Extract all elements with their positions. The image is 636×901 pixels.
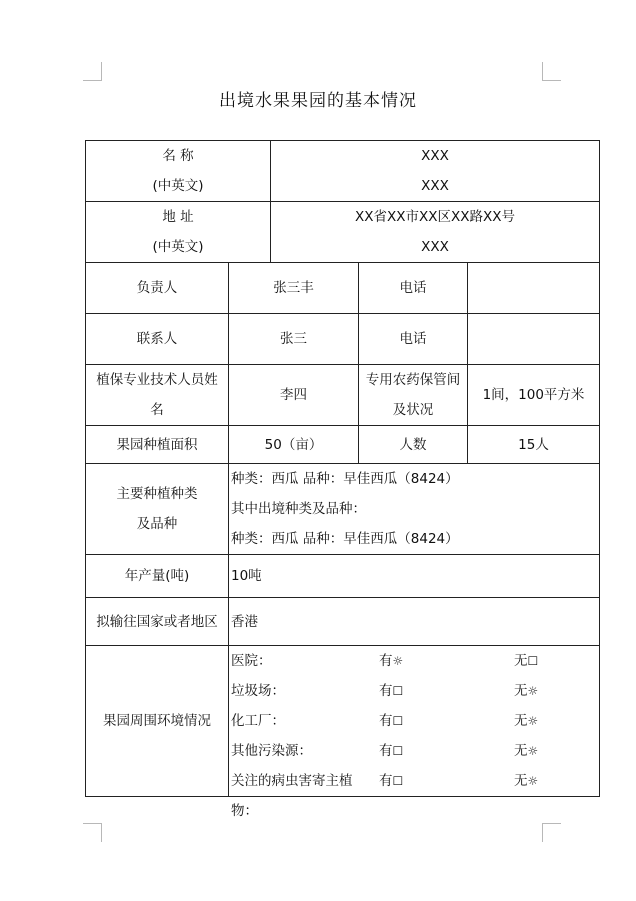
principal-phone-value: [468, 263, 600, 314]
people-label: 人数: [359, 426, 468, 464]
row-species: [86, 464, 600, 555]
environment-item: [231, 736, 599, 766]
no-label: 无: [514, 773, 528, 789]
orchard-info-table: [85, 140, 600, 819]
environment-item: [231, 676, 599, 706]
environment-item-name: 关注的病虫害寄主植物：: [231, 773, 353, 819]
crop-mark-top-left: [83, 62, 102, 81]
no-label: 无: [514, 713, 528, 729]
row-destination: [86, 598, 600, 646]
row-name: [86, 141, 600, 202]
environment-list: [229, 646, 600, 819]
address-value-cn: XX省XX市XX区XX路XX号: [355, 209, 515, 225]
species-label-sub: 及品种: [136, 516, 178, 532]
chemical-plant-no-mark-icon: ☼: [527, 714, 539, 728]
tech-label: 植保专业技术人员姓: [96, 372, 218, 388]
host-plant-no-mark-icon: ☼: [527, 774, 539, 788]
yes-label: 有: [379, 653, 393, 669]
yield-label: 年产量(吨): [86, 555, 229, 598]
environment-item-name: 其他污染源：: [231, 743, 312, 759]
species-label-cell: [86, 464, 229, 555]
yield-value: 10吨: [229, 555, 600, 598]
destination-value: 香港: [229, 598, 600, 646]
tech-label-cell: [86, 365, 229, 426]
environment-item-name: 医院：: [231, 653, 272, 669]
hospital-no-checkbox-icon: ☐: [527, 654, 539, 668]
address-value-en: XXX: [421, 239, 449, 255]
row-address: [86, 202, 600, 263]
destination-label: 拟输往国家或者地区: [86, 598, 229, 646]
chemical-plant-yes-checkbox-icon: ☐: [392, 714, 404, 728]
name-label: 名 称: [162, 148, 194, 164]
row-environment: [86, 646, 600, 797]
yes-label: 有: [379, 743, 393, 759]
row-yield: [86, 555, 600, 598]
storage-label-cell: [359, 365, 468, 426]
no-label: 无: [514, 683, 528, 699]
storage-value: 1间，100平方米: [468, 365, 600, 426]
other-pollution-no-mark-icon: ☼: [527, 744, 539, 758]
row-principal: [86, 263, 600, 314]
storage-label: 专用农药保管间: [365, 372, 461, 388]
yes-label: 有: [379, 713, 393, 729]
environment-item: [231, 646, 599, 676]
crop-mark-top-right: [542, 62, 561, 81]
environment-label: 果园周围环境情况: [86, 646, 229, 797]
name-label-cell: [86, 141, 271, 202]
yes-label: 有: [379, 683, 393, 699]
area-label: 果园种植面积: [86, 426, 229, 464]
contact-value: 张三: [229, 314, 359, 365]
page-title: 出境水果果园的基本情况: [219, 91, 417, 111]
people-value: 15人: [468, 426, 600, 464]
other-pollution-yes-checkbox-icon: ☐: [392, 744, 404, 758]
environment-item-name: 化工厂：: [231, 713, 285, 729]
landfill-no-mark-icon: ☼: [527, 684, 539, 698]
name-label-sub: (中英文): [152, 178, 204, 194]
row-contact: [86, 314, 600, 365]
contact-phone-label: 电话: [359, 314, 468, 365]
address-label: 地 址: [162, 209, 194, 225]
no-label: 无: [514, 653, 528, 669]
name-value-cn: XXX: [421, 148, 449, 164]
principal-phone-label: 电话: [359, 263, 468, 314]
species-line-2: 其中出境种类及品种：: [231, 501, 366, 517]
name-value-en: XXX: [421, 178, 449, 194]
address-value-cell: [271, 202, 600, 263]
environment-item: [231, 706, 599, 736]
principal-value: 张三丰: [229, 263, 359, 314]
address-label-sub: (中英文): [152, 239, 204, 255]
species-value-cell: [229, 464, 600, 555]
species-line-1: 种类：西瓜 品种：早佳西瓜（8424）: [231, 471, 459, 487]
contact-phone-value: [468, 314, 600, 365]
environment-item: [231, 766, 599, 819]
environment-item-name: 垃圾场：: [231, 683, 285, 699]
storage-label-sub: 及状况: [392, 402, 434, 418]
yes-label: 有: [379, 773, 393, 789]
hospital-yes-mark-icon: ☼: [392, 654, 404, 668]
species-line-3: 种类：西瓜 品种：早佳西瓜（8424）: [231, 531, 459, 547]
tech-value: 李四: [229, 365, 359, 426]
row-tech-staff: [86, 365, 600, 426]
landfill-yes-checkbox-icon: ☐: [392, 684, 404, 698]
name-value-cell: [271, 141, 600, 202]
row-area: [86, 426, 600, 464]
species-label: 主要种植种类: [116, 486, 198, 502]
contact-label: 联系人: [86, 314, 229, 365]
host-plant-yes-checkbox-icon: ☐: [392, 774, 404, 788]
crop-mark-bottom-right: [542, 823, 561, 842]
no-label: 无: [514, 743, 528, 759]
tech-label-sub: 名: [150, 402, 164, 418]
principal-label: 负责人: [86, 263, 229, 314]
area-value: 50（亩）: [229, 426, 359, 464]
address-label-cell: [86, 202, 271, 263]
crop-mark-bottom-left: [83, 823, 102, 842]
